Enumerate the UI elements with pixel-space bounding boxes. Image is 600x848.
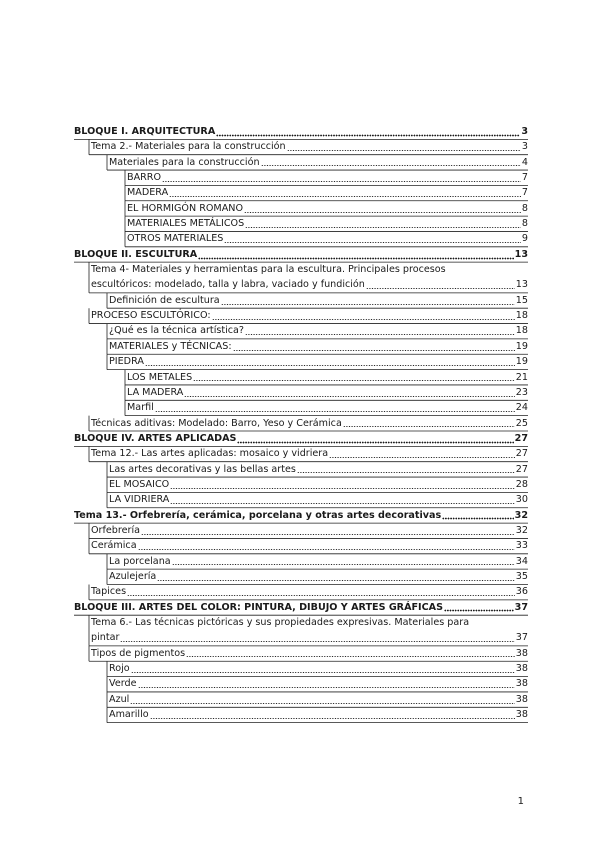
toc-entry-label: MADERA	[127, 187, 169, 199]
toc-entry-page: 32	[515, 524, 528, 536]
toc-entry-label: ¿Qué es la técnica artística?	[109, 325, 245, 337]
toc-entry-label: Rojo	[109, 663, 130, 675]
toc-entry-label: Tipos de pigmentos	[91, 647, 186, 659]
toc-entry-label: Cerámica	[91, 540, 137, 552]
toc-entry-page: 3	[521, 141, 528, 153]
toc-entry-label: Tapices	[91, 586, 127, 598]
toc-entry-label: Tema 4- Materiales y herramientas para la escultura. Principales procesos	[91, 264, 446, 276]
toc-entry-page: 19	[515, 356, 528, 368]
toc-entry-page: 27	[514, 432, 528, 444]
page-number: 1	[517, 796, 524, 807]
toc-entry-label: Tema 12.- Las artes aplicadas: mosaico y vidriera	[91, 448, 329, 460]
toc-entry-page: 8	[521, 218, 528, 230]
toc-entry-label: Las artes decorativas y las bellas artes	[109, 463, 296, 475]
toc-entry-label: escultóricos: modelado, talla y labra, vaciado y fundición	[91, 279, 365, 291]
toc-entry-label: Definición de escultura	[109, 294, 220, 306]
toc-entry-page: 19	[515, 340, 528, 352]
toc-entry-page: 35	[515, 570, 528, 582]
toc-entry-page: 37	[515, 632, 528, 644]
toc-entry-label: MATERIALES METÁLICOS	[127, 218, 245, 230]
table-of-contents	[74, 124, 528, 722]
toc-entry-label: pintar	[91, 632, 120, 644]
toc-entry-page: 27	[515, 463, 528, 475]
toc-entry-page: 28	[515, 478, 528, 490]
toc-entry-page: 33	[515, 540, 528, 552]
toc-entry-label: Tema 13.- Orfebrería, cerámica, porcelana y otras artes decorativas	[74, 509, 442, 521]
toc-entry-label: Orfebrería	[91, 524, 140, 536]
toc-entry-page: 36	[515, 586, 528, 598]
toc-entry-label: LA MADERA	[127, 386, 184, 398]
toc-entry-page: 38	[515, 663, 528, 675]
toc-entry-label: MATERIALES y TÉCNICAS:	[109, 340, 232, 352]
toc-entry-label: BLOQUE I. ARQUITECTURA	[74, 126, 216, 137]
toc-entry-label: Tema 2.- Materiales para la construcción	[91, 141, 286, 153]
toc-entry-page: 15	[515, 294, 528, 306]
toc-entry-page: 38	[515, 693, 528, 705]
toc-entry-page: 38	[515, 647, 528, 659]
toc-entry-page: 13	[514, 248, 528, 260]
toc-entry-label: BLOQUE IV. ARTES APLICADAS	[74, 432, 237, 444]
toc-entry-label: Técnicas aditivas: Modelado: Barro, Yeso y Cerámica	[91, 417, 342, 429]
toc-entry-label: La porcelana	[109, 555, 171, 567]
toc-entry-label: PIEDRA	[109, 356, 144, 368]
toc-entry-label: LOS METALES	[127, 371, 193, 383]
toc-entry-page: 7	[521, 187, 528, 199]
toc-entry-page: 7	[521, 172, 528, 184]
toc-entry-page: 18	[515, 310, 528, 322]
toc-entry-page: 27	[515, 448, 528, 460]
toc-entry-page: 38	[515, 709, 528, 721]
toc-entry-label: Verde	[109, 678, 137, 690]
toc-entry-label: Azul	[109, 693, 130, 705]
toc-entry-label: LA VIDRIERA	[109, 494, 170, 506]
toc-entry-label: Marfil	[127, 402, 154, 414]
toc-entry-label: BLOQUE III. ARTES DEL COLOR: PINTURA, DIBUJO Y ARTES GRÁFICAS	[74, 601, 443, 613]
toc-entry-page: 13	[515, 279, 528, 291]
toc-entry-page: 30	[515, 494, 528, 506]
toc-entry-page: 24	[515, 402, 528, 414]
toc-guide-lines	[74, 124, 528, 723]
toc-entry-page: 21	[515, 371, 528, 383]
toc-entry-label: PROCESO ESCULTÓRICO:	[91, 310, 211, 322]
toc-entry-page: 25	[515, 417, 528, 429]
toc-entry-label: Azulejería	[109, 570, 157, 582]
toc-entry-label: Materiales para la construcción	[109, 156, 260, 168]
toc-entry-page: 32	[514, 509, 528, 521]
toc-entry-label: Amarillo	[109, 709, 149, 721]
toc-entry-page: 9	[521, 233, 528, 245]
toc-entry-page: 34	[515, 555, 528, 567]
toc-entry-page: 37	[514, 601, 528, 613]
toc-entry-label: Tema 6.- Las técnicas pictóricas y sus propiedades expresivas. Materiales para	[91, 617, 470, 628]
toc-entry-page: 3	[521, 126, 528, 137]
toc-entry-page: 4	[521, 156, 528, 168]
toc-entry-label: EL MOSAICO	[109, 478, 170, 490]
toc-entry-label: BLOQUE II. ESCULTURA	[74, 248, 198, 260]
toc-entry-page: 38	[515, 678, 528, 690]
toc-entry-label: BARRO	[127, 172, 162, 184]
toc-entry-label: EL HORMIGÓN ROMANO	[127, 202, 243, 214]
toc-entry-page: 23	[515, 386, 528, 398]
toc-entry-label: OTROS MATERIALES	[127, 233, 224, 245]
toc-entry-page: 8	[521, 202, 528, 214]
toc-entry-page: 18	[515, 325, 528, 337]
